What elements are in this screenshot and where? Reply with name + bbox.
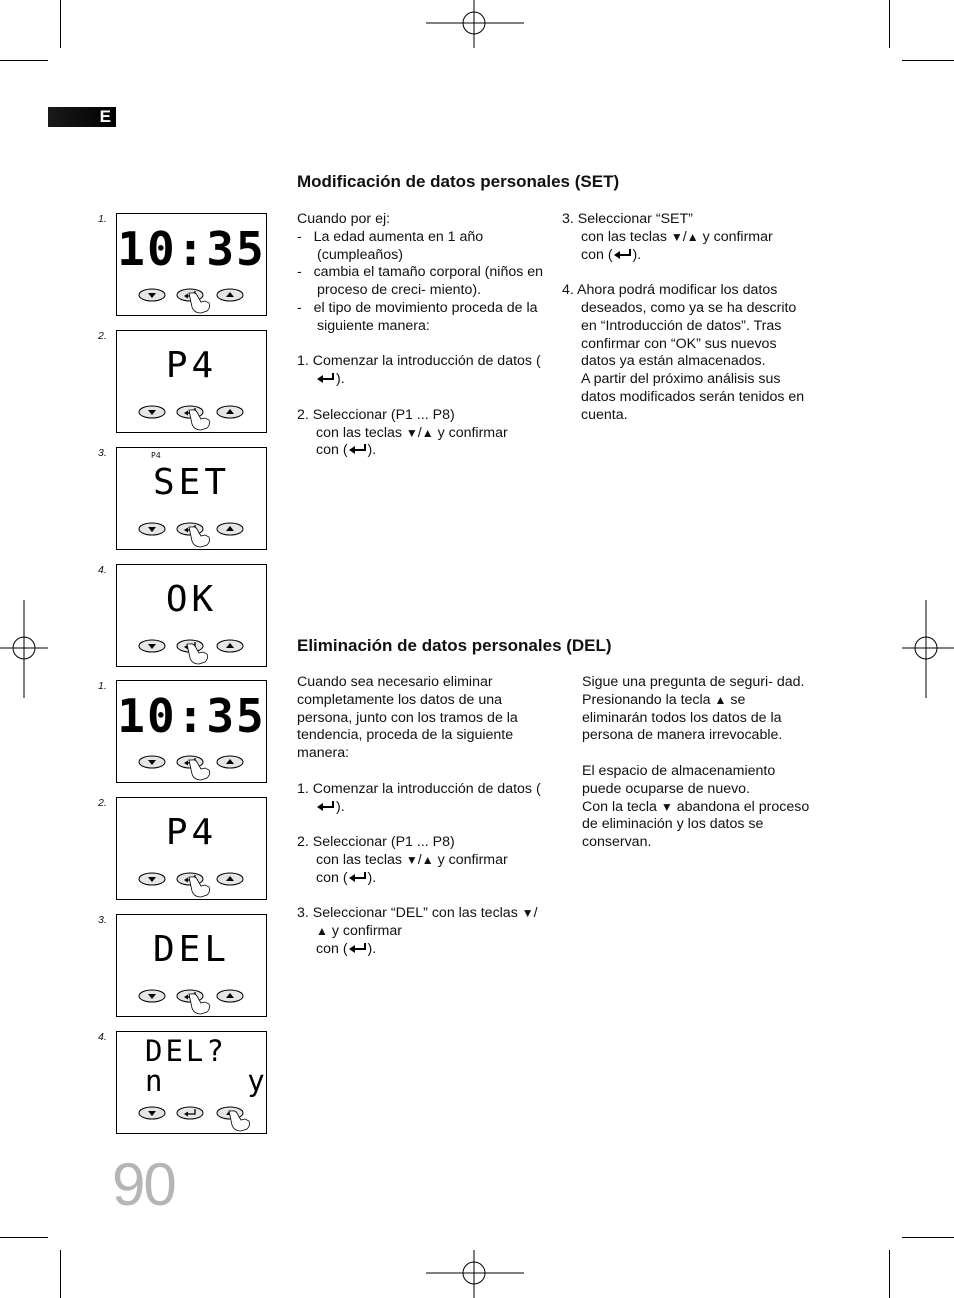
set-step-3: 3. Seleccionar “SET” con las teclas ▼/▲ y confirmar con ( ). (562, 211, 773, 263)
language-tab: E (48, 107, 116, 127)
device-buttons (117, 742, 266, 782)
up-button-icon (217, 756, 243, 768)
del-warning: Sigue una pregunta de seguri- dad. Presionando la tecla ▲ se eliminarán todos los datos de la persona de manera irrevocable. (582, 674, 805, 744)
up-button-icon (217, 289, 243, 301)
lcd-display: DEL (152, 929, 231, 970)
step-number: 1. (98, 213, 107, 225)
device-screen (116, 213, 267, 316)
crosshair-icon (902, 600, 954, 698)
lcd-display: P4 (165, 812, 218, 853)
del-column-1 (297, 674, 547, 959)
up-button-icon (217, 523, 243, 535)
device-buttons (117, 859, 266, 899)
set-column-1 (297, 211, 547, 460)
down-arrow-icon: ▼ (660, 799, 673, 814)
del-column-2 (582, 674, 812, 852)
del-step-1: 1. Comenzar la introducción de datos (). (297, 780, 541, 815)
up-arrow-icon: ▲ (421, 425, 434, 440)
device-screen (116, 797, 267, 900)
crosshair-icon (426, 0, 524, 48)
step-number: 3. (98, 914, 107, 926)
lcd-line: n y (145, 1064, 268, 1098)
device-screen (116, 680, 267, 783)
enter-button-icon (177, 1107, 203, 1119)
device-buttons (117, 1093, 266, 1133)
down-button-icon (139, 523, 165, 535)
crop-mark (902, 1237, 954, 1238)
device-buttons (117, 626, 266, 666)
down-button-icon (139, 406, 165, 418)
down-arrow-icon: ▼ (521, 906, 534, 921)
device-screen (116, 447, 267, 550)
crop-mark (0, 60, 48, 61)
crop-mark (60, 1250, 61, 1298)
step-number: 4. (98, 1031, 107, 1043)
enter-key-icon (348, 443, 368, 455)
del-step-3: 3. Seleccionar “DEL” con las teclas ▼/▲ y confirmar con ( ). (297, 905, 538, 957)
enter-key-icon (316, 372, 336, 384)
down-arrow-icon: ▼ (405, 852, 418, 867)
page-number: 90 (112, 1151, 175, 1218)
crop-mark (889, 0, 890, 48)
crop-mark (902, 60, 954, 61)
list-item: - el tipo de movimiento proceda de la siguiente manera: (297, 299, 538, 334)
step-number: 3. (98, 447, 107, 459)
step-number: 4. (98, 564, 107, 576)
lcd-display: 10:35 (117, 222, 266, 276)
lcd-display (117, 1036, 266, 1096)
down-button-icon (139, 990, 165, 1002)
list-item: - La edad aumenta en 1 año (cumpleaños) (297, 228, 484, 263)
lcd-display: 10:35 (117, 689, 266, 743)
screen-profile-label: P4 (151, 451, 161, 460)
device-buttons (117, 392, 266, 432)
up-button-icon (217, 640, 243, 652)
down-button-icon (139, 1107, 165, 1119)
del-intro: Cuando sea necesario eliminar completamente los datos de una persona, junto con los tramos de la tendencia, proceda de la siguiente manera: (297, 674, 518, 762)
del-cancel-note: Con la tecla ▼ abandona el proceso de eliminación y los datos se conservan. (582, 798, 810, 851)
device-screen (116, 1031, 267, 1134)
device-screen (116, 914, 267, 1017)
down-button-icon (139, 873, 165, 885)
set-intro: Cuando por ej: (297, 211, 391, 227)
set-step-4: 4. Ahora podrá modificar los datos deseados, como ya se ha descrito en “Introducción de datos”. Tras confirmar con “OK” sus nuevos datos ya están almacenados. A partir del próximo análisis sus datos modificados serán tenidos en cuenta. (562, 282, 805, 423)
enter-key-icon (348, 942, 368, 954)
set-step-1: 1. Comenzar la introducción de datos (). (297, 353, 541, 388)
up-button-icon (217, 990, 243, 1002)
device-screen (116, 564, 267, 667)
down-button-icon (139, 756, 165, 768)
enter-key-icon (613, 248, 633, 260)
up-button-icon (217, 406, 243, 418)
up-arrow-icon: ▲ (686, 229, 699, 244)
device-buttons (117, 976, 266, 1016)
up-button-icon (217, 873, 243, 885)
device-screen (116, 330, 267, 433)
step-number: 1. (98, 680, 107, 692)
crop-mark (0, 1237, 48, 1238)
up-arrow-icon: ▲ (316, 924, 328, 939)
up-arrow-icon: ▲ (714, 692, 727, 707)
device-buttons (117, 509, 266, 549)
device-buttons (117, 275, 266, 315)
set-column-2 (562, 211, 812, 425)
step-number: 2. (98, 797, 107, 809)
crop-mark (889, 1250, 890, 1298)
lcd-line: DEL? (145, 1034, 227, 1068)
lcd-display: OK (165, 579, 218, 620)
down-button-icon (139, 640, 165, 652)
enter-key-icon (348, 871, 368, 883)
up-arrow-icon: ▲ (421, 852, 434, 867)
down-button-icon (139, 289, 165, 301)
crosshair-icon (0, 600, 48, 698)
lcd-display: SET (152, 462, 231, 503)
crop-mark (60, 0, 61, 48)
list-item: - cambia el tamaño corporal (niños en proceso de creci- miento). (297, 264, 544, 299)
section-title-set: Modificación de datos personales (SET) (297, 172, 620, 191)
del-storage-note: El espacio de almacenamiento puede ocuparse de nuevo. (582, 762, 776, 797)
down-arrow-icon: ▼ (670, 229, 683, 244)
del-step-2: 2. Seleccionar (P1 ... P8) con las teclas ▼/▲ y confirmar con ( ). (297, 834, 508, 886)
step-number: 2. (98, 330, 107, 342)
set-step-2: 2. Seleccionar (P1 ... P8) con las teclas ▼/▲ y confirmar con ( ). (297, 406, 508, 459)
section-title-del: Eliminación de datos personales (DEL) (297, 636, 612, 655)
crosshair-icon (426, 1250, 524, 1298)
enter-key-icon (316, 800, 336, 812)
lcd-display: P4 (165, 345, 218, 386)
down-arrow-icon: ▼ (405, 425, 418, 440)
